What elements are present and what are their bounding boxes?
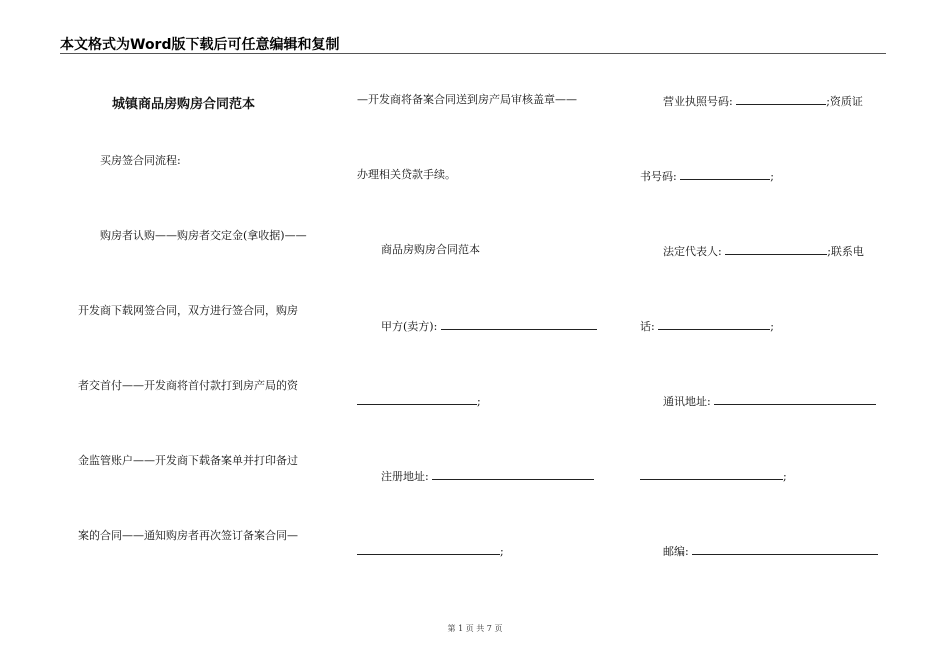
address-label: 通讯地址: bbox=[663, 395, 711, 408]
qual-suffix: ;资质证 bbox=[826, 95, 863, 108]
address-cont-blank bbox=[640, 468, 783, 480]
party-a-cont-blank bbox=[357, 393, 477, 405]
page-number: 第 1 页 共 7 页 bbox=[447, 624, 503, 633]
phone-row bbox=[640, 318, 774, 334]
party-a-label: 甲方(卖方): bbox=[381, 320, 438, 333]
license-row bbox=[663, 93, 863, 109]
postcode-blank bbox=[692, 543, 878, 555]
party-a-row bbox=[381, 318, 597, 334]
reg-address-cont-blank bbox=[357, 543, 500, 555]
flow-line-2: 开发商下载网签合同，双方进行签合同，购房 bbox=[78, 304, 298, 317]
header-rule bbox=[60, 53, 886, 54]
address-row bbox=[663, 393, 876, 409]
party-a-blank bbox=[441, 318, 597, 330]
cert-blank bbox=[680, 168, 770, 180]
semicolon: ; bbox=[770, 170, 774, 183]
reg-address-cont-row bbox=[357, 543, 504, 559]
address-blank bbox=[714, 393, 876, 405]
flow-line-5: 案的合同——通知购房者再次签订备案合同— bbox=[78, 529, 298, 542]
license-blank bbox=[736, 93, 826, 105]
contract-subtitle: 商品房购房合同范本 bbox=[381, 243, 480, 256]
postcode-row bbox=[663, 543, 878, 559]
legal-rep-blank bbox=[725, 243, 827, 255]
address-cont-row bbox=[640, 468, 787, 484]
semicolon: ; bbox=[500, 545, 504, 558]
party-a-cont-row bbox=[357, 393, 481, 409]
flow-line-3: 者交首付——开发商将首付款打到房产局的资 bbox=[78, 379, 298, 392]
download-banner: 本文格式为Word版下载后可任意编辑和复制 bbox=[60, 37, 340, 53]
legal-rep-label: 法定代表人: bbox=[663, 245, 722, 258]
flow-line-4: 金监管账户——开发商下载备案单并打印备过 bbox=[78, 454, 298, 467]
flow-line-1: 购房者认购——购房者交定金(拿收据)—— bbox=[100, 229, 307, 242]
cert-row bbox=[640, 168, 774, 184]
phone-suffix: ;联系电 bbox=[827, 245, 864, 258]
reg-address-blank bbox=[432, 468, 594, 480]
flow-heading: 买房签合同流程: bbox=[100, 154, 181, 167]
legal-rep-row bbox=[663, 243, 864, 259]
reg-address-label: 注册地址: bbox=[381, 470, 429, 483]
semicolon: ; bbox=[783, 470, 787, 483]
cert-label: 书号码: bbox=[640, 170, 677, 183]
reg-address-row bbox=[381, 468, 594, 484]
phone-label: 话: bbox=[640, 320, 655, 333]
flow-line-6: —开发商将备案合同送到房产局审核盖章—— bbox=[357, 93, 577, 106]
license-label: 营业执照号码: bbox=[663, 95, 733, 108]
semicolon: ; bbox=[477, 395, 481, 408]
semicolon: ; bbox=[770, 320, 774, 333]
document-title: 城镇商品房购房合同范本 bbox=[112, 97, 256, 112]
postcode-label: 邮编: bbox=[663, 545, 689, 558]
phone-blank bbox=[658, 318, 770, 330]
flow-line-7: 办理相关贷款手续。 bbox=[357, 168, 456, 181]
